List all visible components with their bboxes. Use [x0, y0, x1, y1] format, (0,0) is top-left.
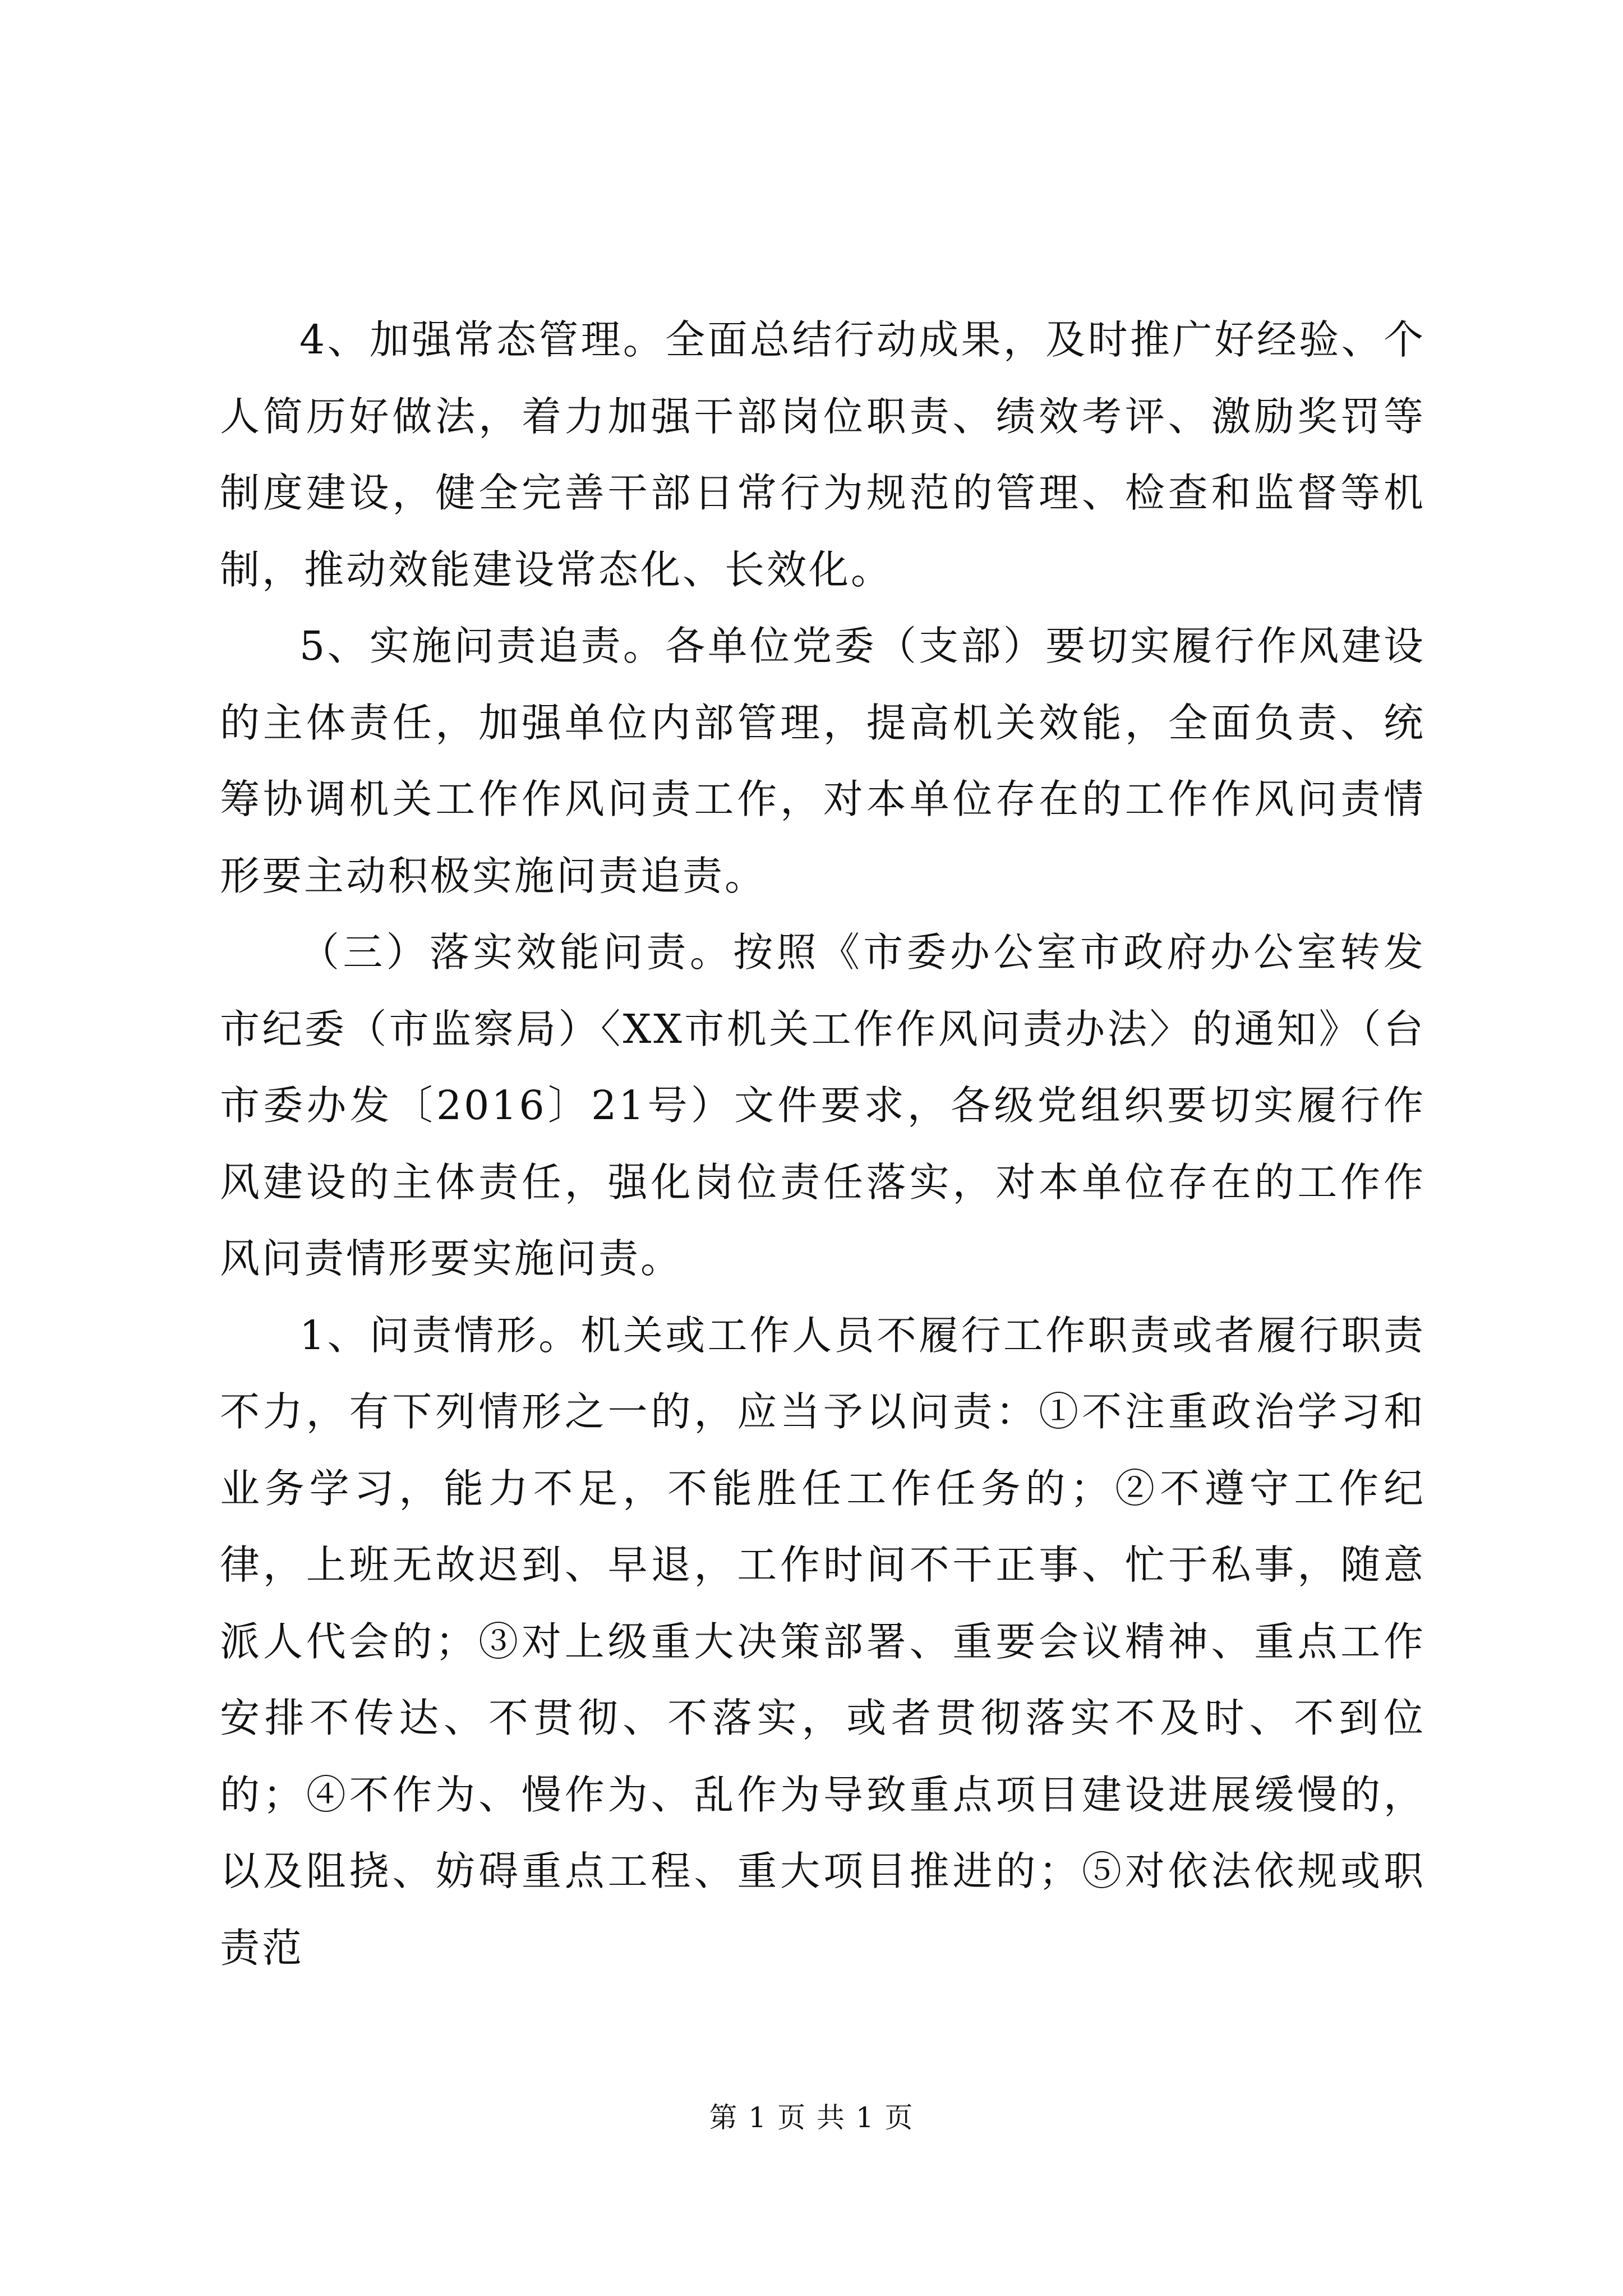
paragraph-accountability-enforcement: 5、实施问责追责。各单位党委（支部）要切实履行作风建设的主体责任，加强单位内部管理，提高机关效能，全面负责、统筹协调机关工作作风问责工作，对本单位存在的工作作风问责情形要主动积极实施问责追责。: [220, 623, 1426, 899]
paragraph-efficiency-accountability: （三）落实效能问责。按照《市委办公室市政府办公室转发市纪委（市监察局）〈XX市机关工作作风问责办法〉的通知》（台市委办发〔2016〕21号）文件要求，各级党组织要切实履行作风建设的主体责任，强化岗位责任落实，对本单位存在的工作作风问责情形要实施问责。: [220, 929, 1426, 1282]
paragraph-strengthen-routine-management: 4、加强常态管理。全面总结行动成果，及时推广好经验、个人简历好做法，着力加强干部岗位职责、绩效考评、激励奖罚等制度建设，健全完善干部日常行为规范的管理、检查和监督等机制，推动效能建设常态化、长效化。: [220, 316, 1426, 593]
page-number-footer: 第 1 页 共 1 页: [709, 2101, 914, 2134]
document-body: [220, 302, 1426, 1986]
paragraph-accountability-situations: 1、问责情形。机关或工作人员不履行工作职责或者履行职责不力，有下列情形之一的，应当予以问责：①不注重政治学习和业务学习，能力不足，不能胜任工作任务的；②不遵守工作纪律，上班无故迟到、早退，工作时间不干正事、忙于私事，随意派人代会的；③对上级重大决策部署、重要会议精神、重点工作安排不传达、不贯彻、不落实，或者贯彻落实不及时、不到位的；④不作为、慢作为、乱作为导致重点项目建设进展缓慢的，以及阻挠、妨碍重点工程、重大项目推进的；⑤对依法依规或职责范: [220, 1312, 1426, 1971]
